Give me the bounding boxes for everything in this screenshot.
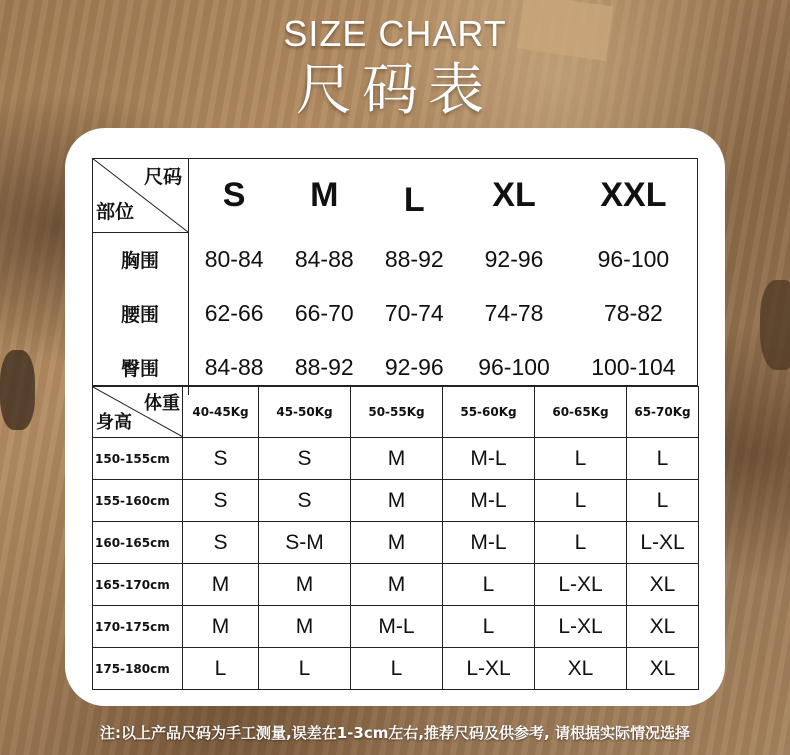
header bbox=[0, 12, 790, 124]
size-header: L bbox=[403, 180, 425, 219]
part-label: 腰围 bbox=[92, 287, 189, 341]
corner-label-part: 部位 bbox=[96, 201, 135, 223]
weight-header: 40-45Kg bbox=[183, 387, 259, 438]
recommend-row bbox=[93, 480, 699, 522]
measure-value: 92-96 bbox=[484, 246, 544, 272]
weight-header: 60-65Kg bbox=[535, 387, 627, 438]
size-cell: L-XL bbox=[627, 522, 699, 564]
size-cell: M-L bbox=[351, 606, 443, 648]
size-cell: M bbox=[183, 564, 259, 606]
measure-corner-cell bbox=[92, 158, 189, 233]
measure-value: 80-84 bbox=[204, 246, 264, 272]
height-label: 170-175cm bbox=[93, 606, 183, 648]
size-header: M bbox=[310, 175, 339, 214]
size-cell: M bbox=[351, 438, 443, 480]
measure-value: 100-104 bbox=[591, 354, 676, 380]
recommend-table bbox=[92, 386, 699, 690]
recommend-row bbox=[93, 522, 699, 564]
background-patch bbox=[0, 350, 35, 430]
measure-header-row bbox=[92, 158, 698, 233]
corner-label-weight: 体重 bbox=[144, 393, 180, 414]
weight-header: 65-70Kg bbox=[627, 387, 699, 438]
measure-value: 84-88 bbox=[204, 354, 264, 380]
size-cell: L-XL bbox=[535, 606, 627, 648]
part-label: 胸围 bbox=[92, 233, 189, 287]
height-label: 150-155cm bbox=[93, 438, 183, 480]
size-cell: XL bbox=[627, 606, 699, 648]
measure-value: 62-66 bbox=[204, 300, 264, 326]
recommend-header-row bbox=[93, 387, 699, 438]
recommend-row bbox=[93, 564, 699, 606]
weight-header: 50-55Kg bbox=[351, 387, 443, 438]
measure-value: 78-82 bbox=[603, 300, 663, 326]
size-cell: S bbox=[183, 522, 259, 564]
size-cell: L bbox=[535, 480, 627, 522]
size-cell: S bbox=[259, 438, 351, 480]
size-cell: L bbox=[443, 606, 535, 648]
size-cell: XL bbox=[535, 648, 627, 690]
size-cell: M bbox=[351, 564, 443, 606]
size-cell: M bbox=[183, 606, 259, 648]
corner-label-height: 身高 bbox=[96, 412, 132, 433]
size-cell: M-L bbox=[443, 522, 535, 564]
measure-value: 74-78 bbox=[484, 300, 544, 326]
height-label: 160-165cm bbox=[93, 522, 183, 564]
height-label: 165-170cm bbox=[93, 564, 183, 606]
size-cell: L bbox=[535, 438, 627, 480]
height-label: 175-180cm bbox=[93, 648, 183, 690]
measure-value: 66-70 bbox=[294, 300, 354, 326]
size-header: S bbox=[222, 175, 246, 214]
size-cell: S bbox=[183, 438, 259, 480]
size-cell: L bbox=[183, 648, 259, 690]
recommend-corner-cell bbox=[93, 387, 183, 438]
recommend-row bbox=[93, 438, 699, 480]
size-header: XXL bbox=[600, 175, 667, 214]
part-label: 臀围 bbox=[92, 341, 189, 395]
size-cell: L bbox=[627, 438, 699, 480]
corner-label-size: 尺码 bbox=[143, 166, 182, 188]
measure-value: 96-100 bbox=[597, 246, 670, 272]
weight-header: 55-60Kg bbox=[443, 387, 535, 438]
measure-value: 84-88 bbox=[294, 246, 354, 272]
measure-value: 88-92 bbox=[384, 246, 444, 272]
measure-table bbox=[92, 158, 698, 395]
measure-row-waist bbox=[92, 287, 698, 341]
size-cell: L bbox=[351, 648, 443, 690]
size-cell: M bbox=[259, 564, 351, 606]
background-patch bbox=[760, 280, 790, 370]
size-cell: XL bbox=[627, 648, 699, 690]
measure-value: 96-100 bbox=[478, 354, 550, 380]
size-cell: L-XL bbox=[535, 564, 627, 606]
measure-value: 88-92 bbox=[294, 354, 354, 380]
size-cell: S bbox=[183, 480, 259, 522]
size-cell: M bbox=[351, 480, 443, 522]
size-cell: L bbox=[443, 564, 535, 606]
recommend-row bbox=[93, 606, 699, 648]
size-cell: S bbox=[259, 480, 351, 522]
title-english: SIZE CHART bbox=[283, 13, 507, 54]
recommend-row bbox=[93, 648, 699, 690]
height-label: 155-160cm bbox=[93, 480, 183, 522]
size-cell: M-L bbox=[443, 480, 535, 522]
title-chinese: 尺码表 bbox=[296, 58, 494, 123]
weight-header: 45-50Kg bbox=[259, 387, 351, 438]
size-cell: L bbox=[259, 648, 351, 690]
measure-value: 70-74 bbox=[384, 300, 444, 326]
size-cell: M-L bbox=[443, 438, 535, 480]
size-cell: M bbox=[259, 606, 351, 648]
measure-row-chest bbox=[92, 233, 698, 287]
size-cell: XL bbox=[627, 564, 699, 606]
measure-value: 92-96 bbox=[384, 354, 444, 380]
size-cell: L-XL bbox=[443, 648, 535, 690]
size-header: XL bbox=[492, 175, 536, 214]
size-cell: M bbox=[351, 522, 443, 564]
disclaimer-note: 注:以上产品尺码为手工测量,误差在1-3cm左右,推荐尺码及供参考, 请根据实际情况选择 bbox=[100, 724, 690, 742]
size-cell: S-M bbox=[259, 522, 351, 564]
size-cell: L bbox=[627, 480, 699, 522]
size-cell: L bbox=[535, 522, 627, 564]
